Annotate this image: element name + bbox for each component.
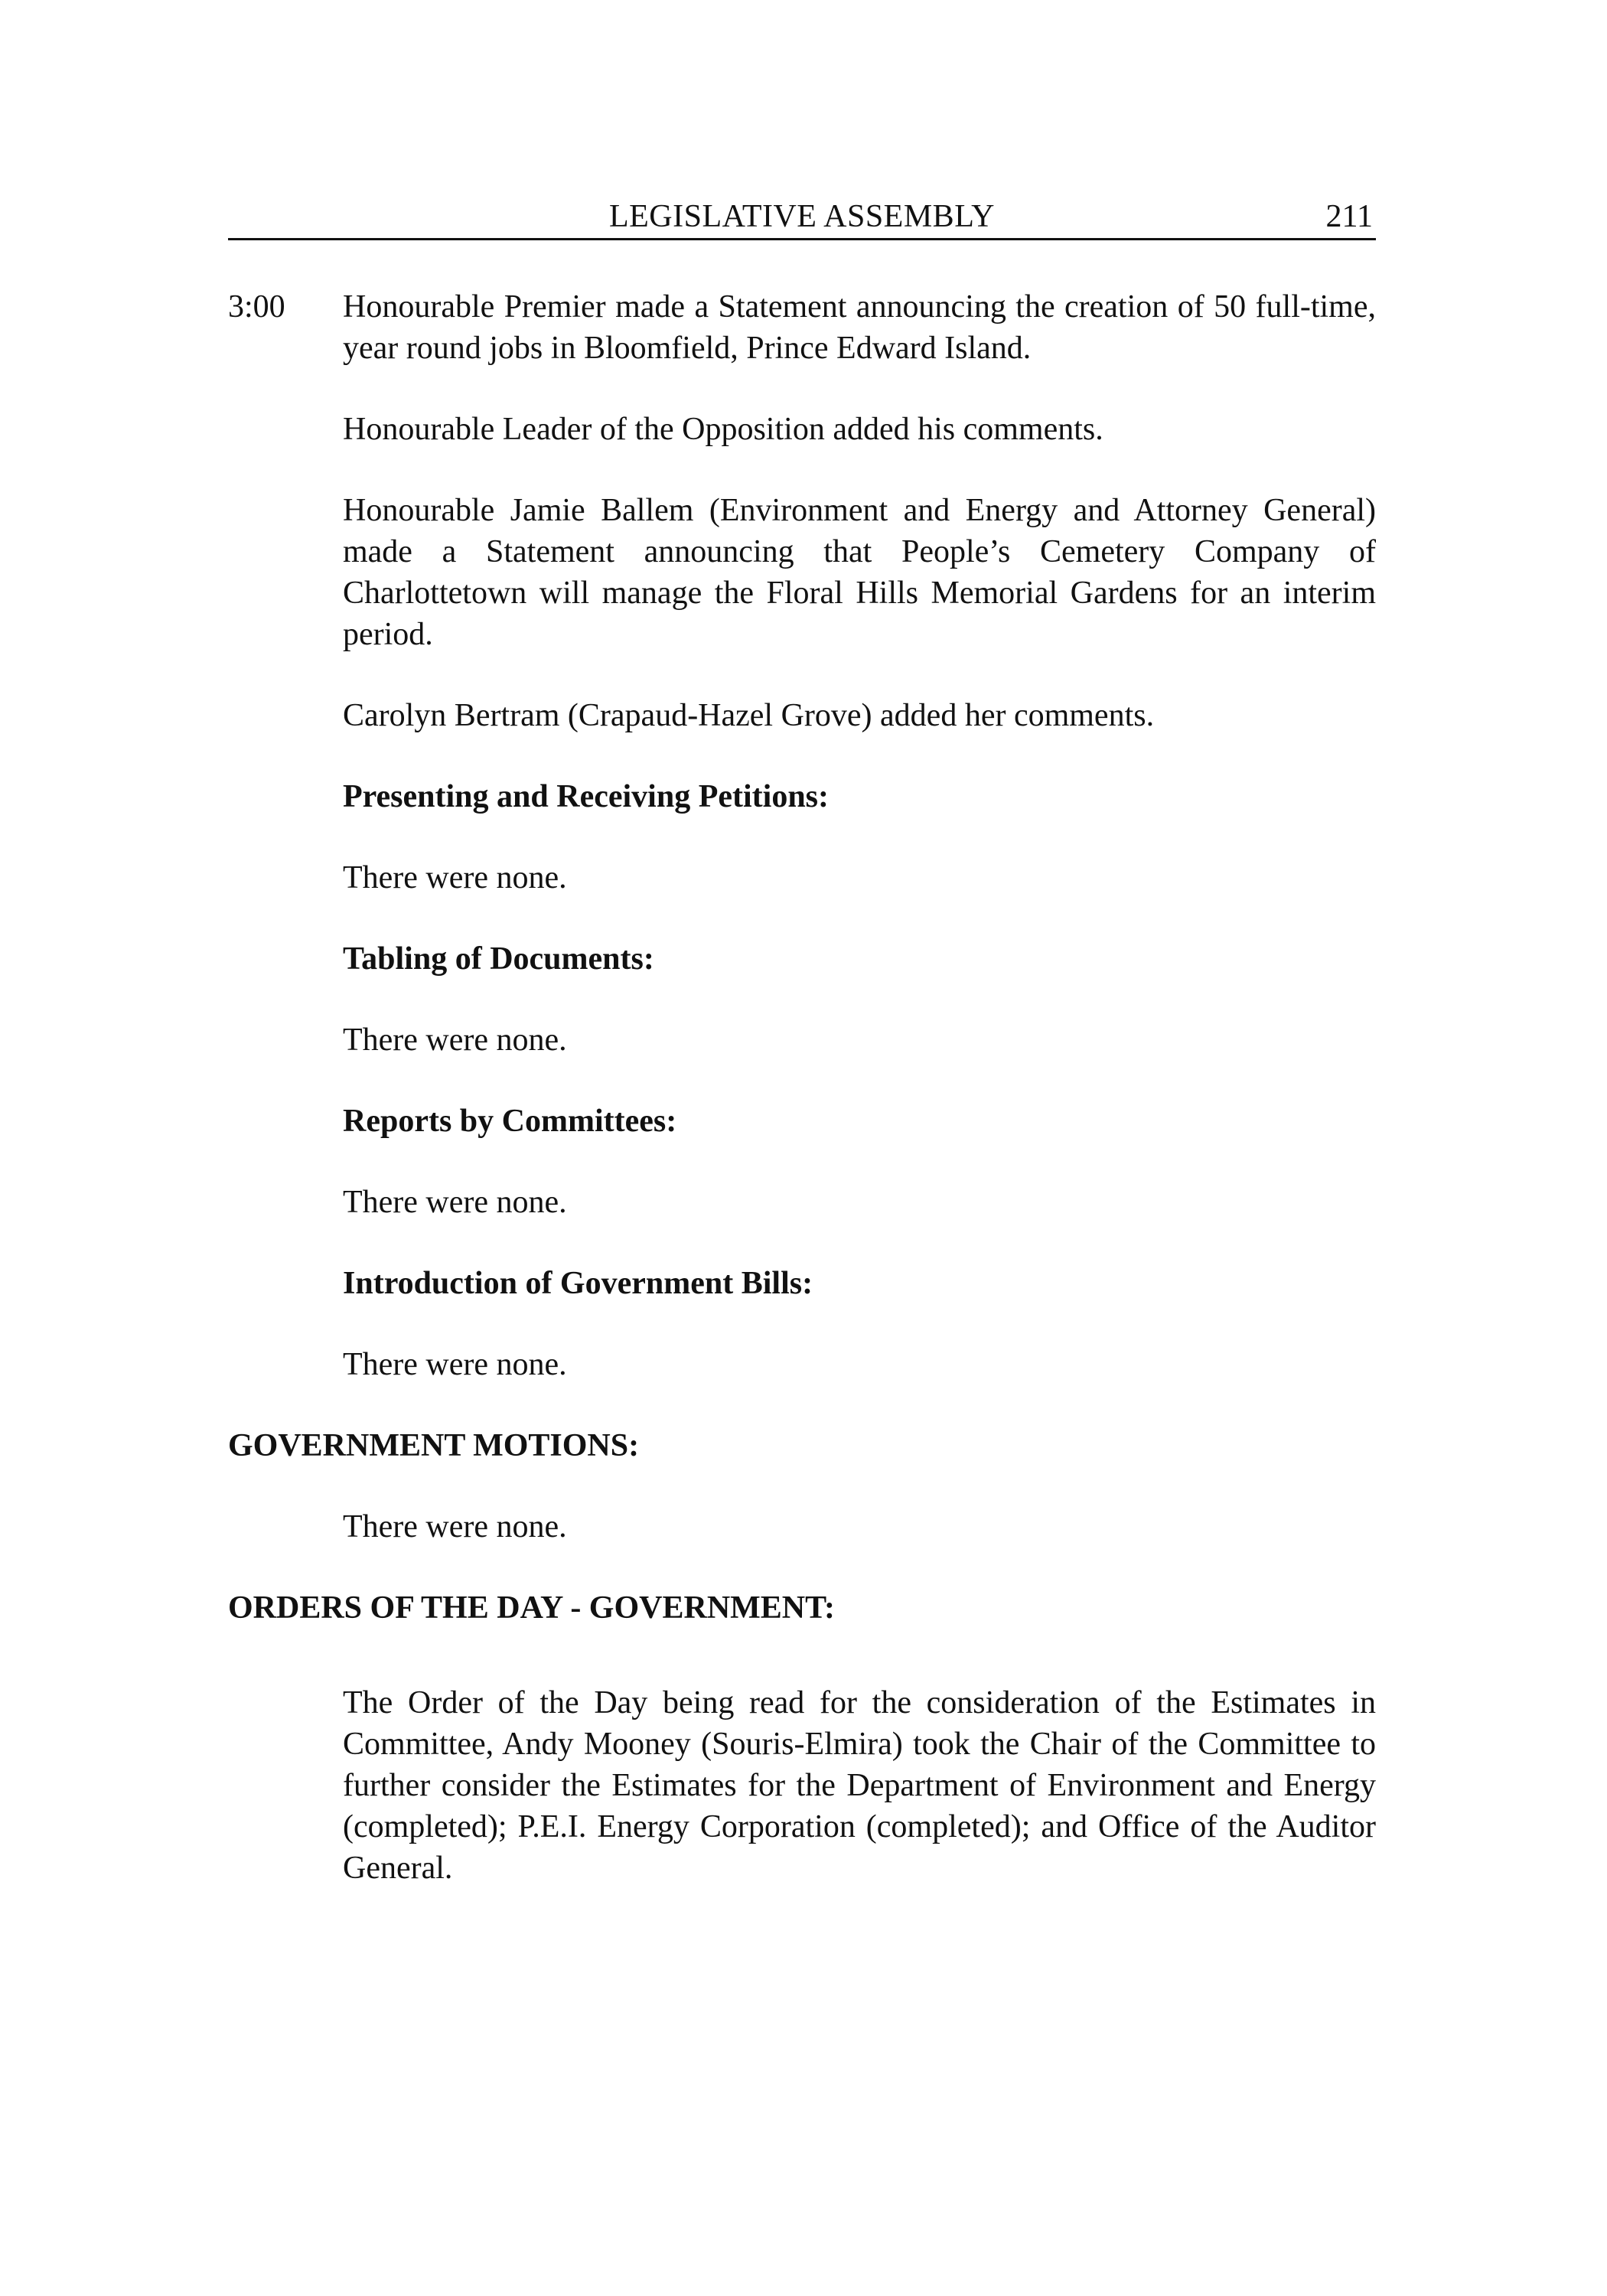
- statement-opposition: Honourable Leader of the Opposition added his comments.: [343, 412, 1103, 447]
- statement-ballem: Honourable Jamie Ballem (Environment and Energy and Attorney General) made a Statement announcing that People’s Cemetery Company of Charlottetown will manage the Floral Hills Memorial Gardens for an interim period.: [343, 493, 1376, 652]
- government-motions-text: There were none.: [343, 1509, 567, 1544]
- reports-text: There were none.: [343, 1185, 567, 1220]
- petitions-text: There were none.: [343, 860, 567, 895]
- page-number: 211: [1325, 199, 1373, 234]
- statement-bertram: Carolyn Bertram (Crapaud-Hazel Grove) added her comments.: [343, 698, 1155, 733]
- time-entry: [228, 286, 1376, 1385]
- government-motions-heading: GOVERNMENT MOTIONS:: [228, 1428, 640, 1463]
- orders-of-the-day-heading: ORDERS OF THE DAY - GOVERNMENT:: [228, 1590, 836, 1626]
- tabling-heading: Tabling of Documents:: [343, 941, 654, 977]
- running-header: [228, 195, 1376, 240]
- document-page: [228, 195, 1376, 1929]
- bills-text: There were none.: [343, 1347, 567, 1382]
- petitions-heading: Presenting and Receiving Petitions:: [343, 779, 830, 814]
- bills-heading: Introduction of Government Bills:: [343, 1266, 813, 1301]
- reports-heading: Reports by Committees:: [343, 1104, 677, 1139]
- statement-premier: Honourable Premier made a Statement announcing the creation of 50 full-time, year round jobs in Bloomfield, Prince Edward Island.: [343, 289, 1376, 366]
- spacer: [228, 1668, 1376, 1682]
- time-stamp: 3:00: [228, 289, 285, 325]
- header-title: LEGISLATIVE ASSEMBLY: [609, 199, 995, 234]
- orders-of-the-day-text: The Order of the Day being read for the consideration of the Estimates in Committee, Andy Mooney (Souris-Elmira) took the Chair of the Committee to further consider the Estimates for the Department of Environment and Energy (completed); P.E.I. Energy Corporation (completed); and Office of the Auditor General.: [343, 1685, 1376, 1886]
- tabling-text: There were none.: [343, 1022, 567, 1058]
